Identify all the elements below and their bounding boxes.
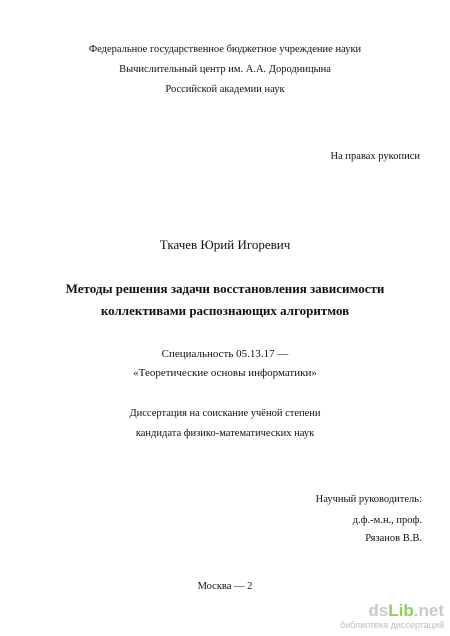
supervisor-label: Научный руководитель: bbox=[315, 494, 422, 505]
watermark-logo bbox=[332, 602, 444, 620]
degree-line-2: кандидата физико-математических наук bbox=[135, 428, 315, 439]
city-year: Москва — 2 bbox=[197, 581, 253, 592]
specialty-line-2: «Теоретические основы информатики» bbox=[133, 367, 317, 379]
watermark-subtitle: библиотека диссертаций bbox=[339, 620, 444, 630]
thesis-title-line-2: коллективами распознающих алгоритмов bbox=[100, 303, 350, 318]
specialty-line-1: Специальность 05.13.17 — bbox=[161, 348, 289, 360]
watermark-logo-ds: ds bbox=[368, 601, 389, 620]
thesis-title-line-1: Методы решения задачи восстановления зависимости bbox=[65, 281, 385, 296]
dslib-watermark bbox=[332, 602, 444, 632]
institution-line-2: Вычислительный центр им. А.А. Дородницына bbox=[119, 64, 331, 75]
degree-line-1: Диссертация на соискание учёной степени bbox=[129, 408, 321, 419]
supervisor-name: Рязанов В.В. bbox=[365, 533, 422, 544]
supervisor-degree: д.ф.-м.н., проф. bbox=[352, 515, 422, 526]
manuscript-note: На правах рукописи bbox=[330, 151, 420, 162]
watermark-logo-net: .net bbox=[413, 601, 444, 620]
institution-line-1: Федеральное государственное бюджетное учреждение науки bbox=[88, 44, 362, 55]
institution-line-3: Российской академии наук bbox=[165, 84, 285, 95]
watermark-logo-lib: Lib bbox=[388, 601, 414, 620]
author-name: Ткачев Юрий Игоревич bbox=[159, 237, 291, 252]
